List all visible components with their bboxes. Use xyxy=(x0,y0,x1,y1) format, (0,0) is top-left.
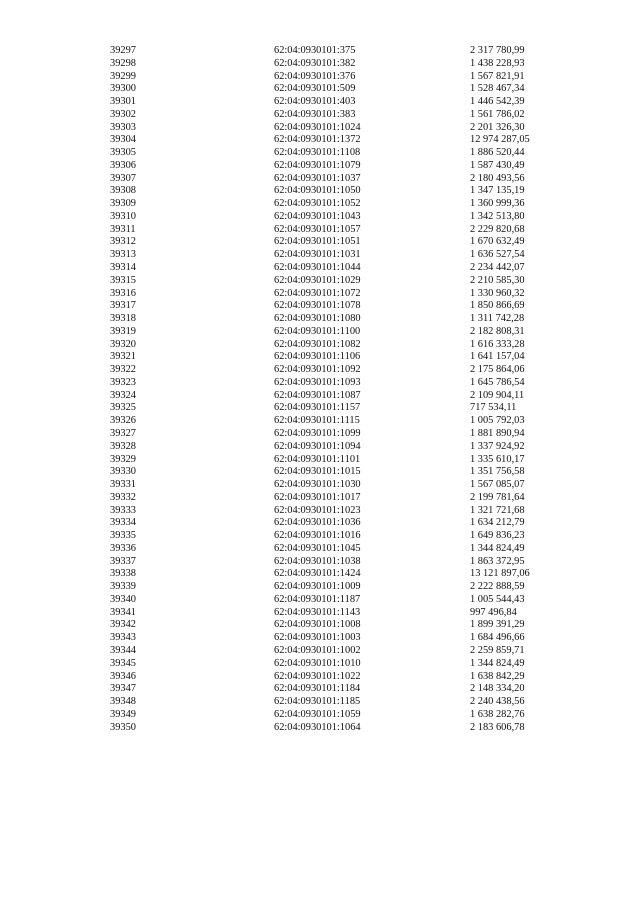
cadastral-value: 1 344 824,49 xyxy=(470,657,525,669)
cadastral-number: 62:04:0930101:1059 xyxy=(274,708,361,720)
cadastral-value: 1 638 282,76 xyxy=(470,708,525,720)
cadastral-value: 1 330 960,32 xyxy=(470,287,525,299)
cadastral-number: 62:04:0930101:383 xyxy=(274,108,356,120)
cadastral-number: 62:04:0930101:1094 xyxy=(274,440,361,452)
cadastral-value: 1 886 520,44 xyxy=(470,147,525,159)
cadastral-number: 62:04:0930101:1372 xyxy=(274,134,361,146)
cadastral-value: 2 259 859,71 xyxy=(470,644,525,656)
cadastral-number: 62:04:0930101:1029 xyxy=(274,274,361,286)
cadastral-number: 62:04:0930101:1157 xyxy=(274,402,361,414)
cadastral-number: 62:04:0930101:1087 xyxy=(274,389,361,401)
table-row xyxy=(110,479,580,492)
row-number: 39339 xyxy=(110,581,136,593)
cadastral-value: 1 649 836,23 xyxy=(470,530,525,542)
cadastral-value: 1 616 333,28 xyxy=(470,338,525,350)
cadastral-value: 1 684 496,66 xyxy=(470,632,525,644)
table-row xyxy=(110,671,580,684)
cadastral-number: 62:04:0930101:1003 xyxy=(274,632,361,644)
cadastral-value: 2 201 326,30 xyxy=(470,121,525,133)
table-row xyxy=(110,505,580,518)
cadastral-value: 1 360 999,36 xyxy=(470,198,525,210)
cadastral-number: 62:04:0930101:1015 xyxy=(274,466,361,478)
cadastral-value: 1 311 742,28 xyxy=(470,313,525,325)
table-row xyxy=(110,288,580,301)
cadastral-value: 13 121 897,06 xyxy=(470,568,530,580)
row-number: 39312 xyxy=(110,236,136,248)
row-number: 39308 xyxy=(110,185,136,197)
row-number: 39313 xyxy=(110,249,136,261)
table-row xyxy=(110,326,580,339)
cadastral-value: 1 881 890,94 xyxy=(470,427,525,439)
cadastral-number: 62:04:0930101:403 xyxy=(274,96,356,108)
cadastral-value: 1 645 786,54 xyxy=(470,376,525,388)
cadastral-value: 2 175 864,06 xyxy=(470,364,525,376)
cadastral-value: 1 636 527,54 xyxy=(470,249,525,261)
table-row xyxy=(110,313,580,326)
table-row xyxy=(110,198,580,211)
table-row xyxy=(110,441,580,454)
cadastral-value: 1 337 924,92 xyxy=(470,440,525,452)
table-row xyxy=(110,619,580,632)
row-number: 39330 xyxy=(110,466,136,478)
cadastral-value: 997 496,84 xyxy=(470,606,517,618)
cadastral-value: 2 109 904,11 xyxy=(470,389,525,401)
cadastral-number: 62:04:0930101:1078 xyxy=(274,300,361,312)
cadastral-number: 62:04:0930101:376 xyxy=(274,70,356,82)
table-row xyxy=(110,147,580,160)
cadastral-value: 1 005 544,43 xyxy=(470,593,525,605)
table-row xyxy=(110,632,580,645)
table-row xyxy=(110,211,580,224)
cadastral-value: 1 342 513,80 xyxy=(470,210,525,222)
cadastral-number: 62:04:0930101:1143 xyxy=(274,606,361,618)
cadastral-number: 62:04:0930101:1009 xyxy=(274,581,361,593)
table-row xyxy=(110,696,580,709)
cadastral-value: 1 567 821,91 xyxy=(470,70,525,82)
cadastral-number: 62:04:0930101:1044 xyxy=(274,262,361,274)
cadastral-value: 2 183 606,78 xyxy=(470,721,525,733)
cadastral-value: 1 634 212,79 xyxy=(470,517,525,529)
cadastral-value: 2 317 780,99 xyxy=(470,45,525,56)
row-number: 39325 xyxy=(110,402,136,414)
row-number: 39305 xyxy=(110,147,136,159)
cadastral-number: 62:04:0930101:1036 xyxy=(274,517,361,529)
row-number: 39340 xyxy=(110,593,136,605)
cadastral-value: 1 438 228,93 xyxy=(470,57,525,69)
row-number: 39349 xyxy=(110,708,136,720)
row-number: 39337 xyxy=(110,555,136,567)
cadastral-number: 62:04:0930101:1030 xyxy=(274,479,361,491)
cadastral-number: 62:04:0930101:1424 xyxy=(274,568,361,580)
cadastral-value: 1 344 824,49 xyxy=(470,542,525,554)
cadastral-value: 2 148 334,20 xyxy=(470,683,525,695)
cadastral-number: 62:04:0930101:1064 xyxy=(274,721,361,733)
row-number: 39314 xyxy=(110,262,136,274)
table-row xyxy=(110,645,580,658)
table-body xyxy=(110,45,580,734)
cadastral-number: 62:04:0930101:1079 xyxy=(274,159,361,171)
row-number: 39320 xyxy=(110,338,136,350)
row-number: 39304 xyxy=(110,134,136,146)
table-row xyxy=(110,96,580,109)
table-row xyxy=(110,339,580,352)
cadastral-value: 2 180 493,56 xyxy=(470,172,525,184)
table-row xyxy=(110,224,580,237)
row-number: 39318 xyxy=(110,313,136,325)
row-number: 39331 xyxy=(110,479,136,491)
table-row xyxy=(110,607,580,620)
table-row xyxy=(110,709,580,722)
cadastral-value: 2 210 585,30 xyxy=(470,274,525,286)
cadastral-value: 1 351 756,58 xyxy=(470,466,525,478)
cadastral-number: 62:04:0930101:1023 xyxy=(274,504,361,516)
cadastral-number: 62:04:0930101:1082 xyxy=(274,338,361,350)
row-number: 39307 xyxy=(110,172,136,184)
table-row xyxy=(110,185,580,198)
cadastral-number: 62:04:0930101:1022 xyxy=(274,670,361,682)
table-row xyxy=(110,83,580,96)
cadastral-value: 2 240 438,56 xyxy=(470,696,525,708)
table-row xyxy=(110,134,580,147)
row-number: 39344 xyxy=(110,644,136,656)
table-row xyxy=(110,390,580,403)
table-row xyxy=(110,683,580,696)
table-row xyxy=(110,658,580,671)
row-number: 39328 xyxy=(110,440,136,452)
cadastral-number: 62:04:0930101:1115 xyxy=(274,415,360,427)
row-number: 39327 xyxy=(110,427,136,439)
cadastral-number: 62:04:0930101:1043 xyxy=(274,210,361,222)
cadastral-number: 62:04:0930101:1106 xyxy=(274,351,361,363)
cadastral-value: 1 561 786,02 xyxy=(470,108,525,120)
row-number: 39329 xyxy=(110,453,136,465)
cadastral-value: 1 005 792,03 xyxy=(470,415,525,427)
row-number: 39303 xyxy=(110,121,136,133)
cadastral-number: 62:04:0930101:1016 xyxy=(274,530,361,542)
cadastral-value: 1 850 866,69 xyxy=(470,300,525,312)
cadastral-value: 2 234 442,07 xyxy=(470,262,525,274)
row-number: 39346 xyxy=(110,670,136,682)
table-row xyxy=(110,466,580,479)
cadastral-number: 62:04:0930101:375 xyxy=(274,45,356,56)
row-number: 39341 xyxy=(110,606,136,618)
row-number: 39310 xyxy=(110,210,136,222)
row-number: 39322 xyxy=(110,364,136,376)
table-row xyxy=(110,377,580,390)
table-row xyxy=(110,122,580,135)
cadastral-value: 1 321 721,68 xyxy=(470,504,525,516)
row-number: 39300 xyxy=(110,83,136,95)
table-row xyxy=(110,581,580,594)
table-row xyxy=(110,556,580,569)
cadastral-value: 1 863 372,95 xyxy=(470,555,525,567)
table-row xyxy=(110,71,580,84)
row-number: 39343 xyxy=(110,632,136,644)
row-number: 39297 xyxy=(110,45,136,56)
row-number: 39334 xyxy=(110,517,136,529)
cadastral-value: 1 899 391,29 xyxy=(470,619,525,631)
cadastral-value-table xyxy=(110,45,580,734)
cadastral-number: 62:04:0930101:1024 xyxy=(274,121,361,133)
table-row xyxy=(110,543,580,556)
cadastral-number: 62:04:0930101:1045 xyxy=(274,542,361,554)
table-row xyxy=(110,45,580,58)
cadastral-value: 12 974 287,05 xyxy=(470,134,530,146)
cadastral-value: 1 446 542,39 xyxy=(470,96,525,108)
cadastral-number: 62:04:0930101:1017 xyxy=(274,491,361,503)
cadastral-number: 62:04:0930101:1057 xyxy=(274,223,361,235)
table-row xyxy=(110,722,580,735)
cadastral-number: 62:04:0930101:1052 xyxy=(274,198,361,210)
table-row xyxy=(110,249,580,262)
table-row xyxy=(110,492,580,505)
cadastral-value: 717 534,11 xyxy=(470,402,517,414)
table-row xyxy=(110,173,580,186)
row-number: 39347 xyxy=(110,683,136,695)
row-number: 39317 xyxy=(110,300,136,312)
cadastral-number: 62:04:0930101:1080 xyxy=(274,313,361,325)
row-number: 39301 xyxy=(110,96,136,108)
table-row xyxy=(110,428,580,441)
row-number: 39324 xyxy=(110,389,136,401)
row-number: 39319 xyxy=(110,325,136,337)
row-number: 39345 xyxy=(110,657,136,669)
row-number: 39316 xyxy=(110,287,136,299)
cadastral-number: 62:04:0930101:1051 xyxy=(274,236,361,248)
row-number: 39348 xyxy=(110,696,136,708)
row-number: 39336 xyxy=(110,542,136,554)
cadastral-number: 62:04:0930101:1008 xyxy=(274,619,361,631)
cadastral-value: 1 567 085,07 xyxy=(470,479,525,491)
row-number: 39342 xyxy=(110,619,136,631)
cadastral-number: 62:04:0930101:1099 xyxy=(274,427,361,439)
cadastral-value: 2 229 820,68 xyxy=(470,223,525,235)
row-number: 39306 xyxy=(110,159,136,171)
cadastral-number: 62:04:0930101:1092 xyxy=(274,364,361,376)
table-row xyxy=(110,300,580,313)
row-number: 39311 xyxy=(110,223,136,235)
table-row xyxy=(110,594,580,607)
cadastral-number: 62:04:0930101:1184 xyxy=(274,683,361,695)
table-row xyxy=(110,364,580,377)
cadastral-value: 1 641 157,04 xyxy=(470,351,525,363)
row-number: 39323 xyxy=(110,376,136,388)
table-row xyxy=(110,351,580,364)
cadastral-value: 1 670 632,49 xyxy=(470,236,525,248)
row-number: 39299 xyxy=(110,70,136,82)
table-row xyxy=(110,109,580,122)
cadastral-number: 62:04:0930101:509 xyxy=(274,83,356,95)
cadastral-value: 1 347 135,19 xyxy=(470,185,525,197)
cadastral-value: 2 182 808,31 xyxy=(470,325,525,337)
cadastral-number: 62:04:0930101:1031 xyxy=(274,249,361,261)
cadastral-number: 62:04:0930101:1100 xyxy=(274,325,361,337)
row-number: 39338 xyxy=(110,568,136,580)
row-number: 39335 xyxy=(110,530,136,542)
cadastral-value: 1 587 430,49 xyxy=(470,159,525,171)
cadastral-value: 1 638 842,29 xyxy=(470,670,525,682)
table-row xyxy=(110,262,580,275)
table-row xyxy=(110,415,580,428)
table-row xyxy=(110,275,580,288)
row-number: 39333 xyxy=(110,504,136,516)
cadastral-number: 62:04:0930101:1010 xyxy=(274,657,361,669)
table-row xyxy=(110,454,580,467)
cadastral-number: 62:04:0930101:1108 xyxy=(274,147,361,159)
cadastral-number: 62:04:0930101:1037 xyxy=(274,172,361,184)
row-number: 39298 xyxy=(110,57,136,69)
table-row xyxy=(110,568,580,581)
row-number: 39332 xyxy=(110,491,136,503)
cadastral-value: 1 335 610,17 xyxy=(470,453,525,465)
row-number: 39350 xyxy=(110,721,136,733)
table-row xyxy=(110,402,580,415)
cadastral-number: 62:04:0930101:1101 xyxy=(274,453,361,465)
row-number: 39326 xyxy=(110,415,136,427)
cadastral-value: 2 222 888,59 xyxy=(470,581,525,593)
row-number: 39321 xyxy=(110,351,136,363)
row-number: 39302 xyxy=(110,108,136,120)
row-number: 39309 xyxy=(110,198,136,210)
cadastral-number: 62:04:0930101:1185 xyxy=(274,696,361,708)
cadastral-number: 62:04:0930101:1050 xyxy=(274,185,361,197)
cadastral-value: 1 528 467,34 xyxy=(470,83,525,95)
row-number: 39315 xyxy=(110,274,136,286)
cadastral-number: 62:04:0930101:1038 xyxy=(274,555,361,567)
table-row xyxy=(110,160,580,173)
table-row xyxy=(110,517,580,530)
cadastral-number: 62:04:0930101:382 xyxy=(274,57,356,69)
cadastral-number: 62:04:0930101:1093 xyxy=(274,376,361,388)
table-row xyxy=(110,530,580,543)
cadastral-number: 62:04:0930101:1187 xyxy=(274,593,361,605)
cadastral-number: 62:04:0930101:1072 xyxy=(274,287,361,299)
cadastral-number: 62:04:0930101:1002 xyxy=(274,644,361,656)
cadastral-value: 2 199 781,64 xyxy=(470,491,525,503)
table-row xyxy=(110,58,580,71)
table-row xyxy=(110,236,580,249)
